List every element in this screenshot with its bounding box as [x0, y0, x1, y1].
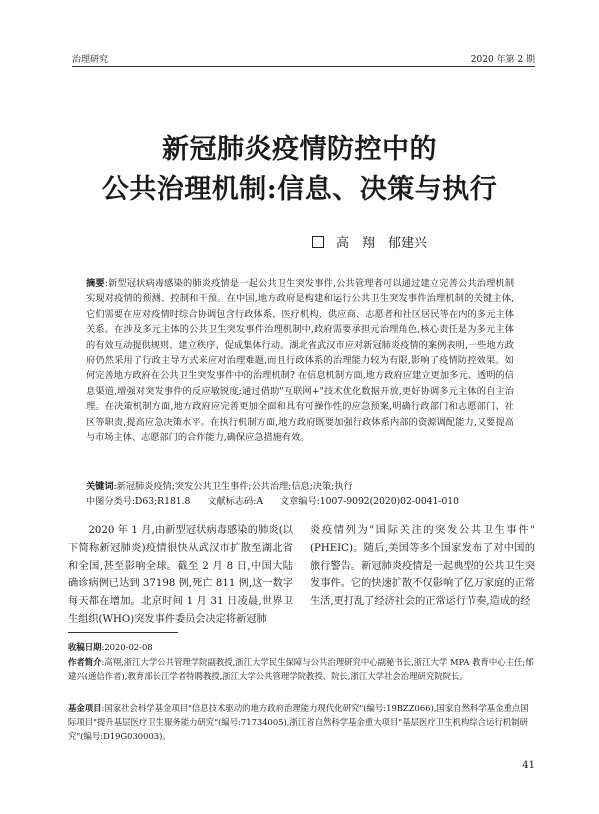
article-title	[0, 130, 599, 210]
footnote-received	[68, 640, 536, 654]
page-number: 41	[522, 760, 535, 771]
footnote-author-info	[68, 655, 536, 683]
abstract-text: :新型冠状病毒感染的肺炎疫情是一起公共卫生突发事件,公共管理者可以通过建立完善公共治理机制实现对疫情的预测、控制和干预。在中国,地方政府是构建和运行公共卫生突发事件治理机制的关键主体,它们需要在应对疫情时综合协调包含行政体系、医疗机构、供应商、志愿者和社区居民等在内的多元主体关系。在涉及多元主体的公共卫生突发事件治理机制中,政府需要承担元治理角色,核心责任是为多元主体的有效互动提供规则、建立秩序、促成集体行动。湖北省武汉市应对新冠肺炎疫情的案例表明,一些地方政府仍然采用了行政主导方式来应对治理难题,而且行政体系的治理能力较为有限,影响了疫情防控效果。如何完善地方政府在公共卫生突发事件中的治理机制? 在信息机制方面,地方政府应建立更加多元、透明的信息渠道,增强对突发事件的反应敏锐度;通过借助"互联网+"技术优化数据开放,更好协调多元主体的自主治理。在决策机制方面,地方政府应完善更加全面和具有可操作性的应急预案,明确行政部门和志愿部门、社区等职责,提高应急决策水平。在执行机制方面,地方政府既要加强行政体系内部的资源调配能力,又要提高与市场主体、志愿部门的合作能力,确保应急措施有效。	[86, 278, 515, 444]
footnote-fund	[68, 701, 536, 743]
keywords-text: :新冠肺炎疫情;突发公共卫生事件;公共治理;信息;决策;执行	[113, 481, 353, 492]
abstract	[86, 276, 514, 445]
running-header	[72, 52, 535, 67]
footnote-label: 基金项目	[68, 703, 102, 713]
author-names: 高 翔 郁建兴	[336, 236, 428, 251]
abstract-label: 摘要	[86, 278, 105, 289]
footnote-text: :2020-02-08	[101, 642, 153, 652]
journal-name: 治理研究	[72, 55, 109, 65]
body-column-right	[310, 522, 535, 611]
authors	[312, 232, 427, 251]
body-column-left	[68, 522, 293, 629]
footnote-label: 收稿日期	[68, 642, 102, 652]
body-paragraph: 炎疫情列为"国际关注的突发公共卫生事件"(PHEIC)。随后,美国等多个国家发布了对中国的旅行警告。新冠肺炎疫情是一起典型的公共卫生突发事件。它的快速扩散不仅影响了亿万家庭的正常生活,更打乱了经济社会的正常运行节奏,造成的经	[310, 525, 535, 608]
article-number: 文章编号:1007-9092(2020)02-0041-010	[279, 496, 460, 507]
footnote-text: :国家社会科学基金项目"信息技术驱动的地方政府治理能力现代化研究"(编号:19BZZ066),国家自然科学基金重点国际项目"提升基层医疗卫生服务能力研究"(编号:71734005),浙江省自然科学基金重大项目"基层医疗卫生机构综合运行机制研究"(编号:D19G030003)。	[68, 703, 529, 741]
footnote-text: :高翔,浙江大学公共管理学院副教授,浙江大学民生保障与公共治理研究中心副秘书长,浙江大学 MPA 教育中心主任;郁建兴(通信作者),教育部长江学者特聘教授,浙江大学公共管理学院教授、院长,浙江大学社会治理研究院院长。	[68, 657, 534, 681]
document-code: 文献标志码:A	[207, 496, 263, 507]
classification-line	[86, 493, 526, 507]
title-line-2: 公共治理机制:信息、决策与执行	[101, 174, 498, 205]
keywords-label: 关键词	[86, 481, 114, 492]
title-line-1: 新冠肺炎疫情防控中的	[162, 134, 437, 165]
footnote-label: 作者简介	[68, 657, 102, 667]
keywords	[86, 478, 514, 492]
square-mark-icon	[312, 236, 324, 248]
footnote-divider	[68, 632, 178, 633]
clc-number: 中图分类号:D63;R181.8	[86, 496, 191, 507]
body-paragraph: 2020 年 1 月,由新型冠状病毒感染的肺炎(以下简称新冠肺炎)疫情很快从武汉市扩散至湖北省和全国,甚至影响全球。截至 2 月 8 日,中国大陆确诊病例已达到 37198 例,死亡 811 例,这一数字每天都在增加。北京时间 1 月 31 日凌晨,世界卫生组织(WHO)突发事件委员会决定将新冠肺	[68, 525, 293, 625]
issue-info: 2020 年第 2 期	[470, 55, 535, 65]
